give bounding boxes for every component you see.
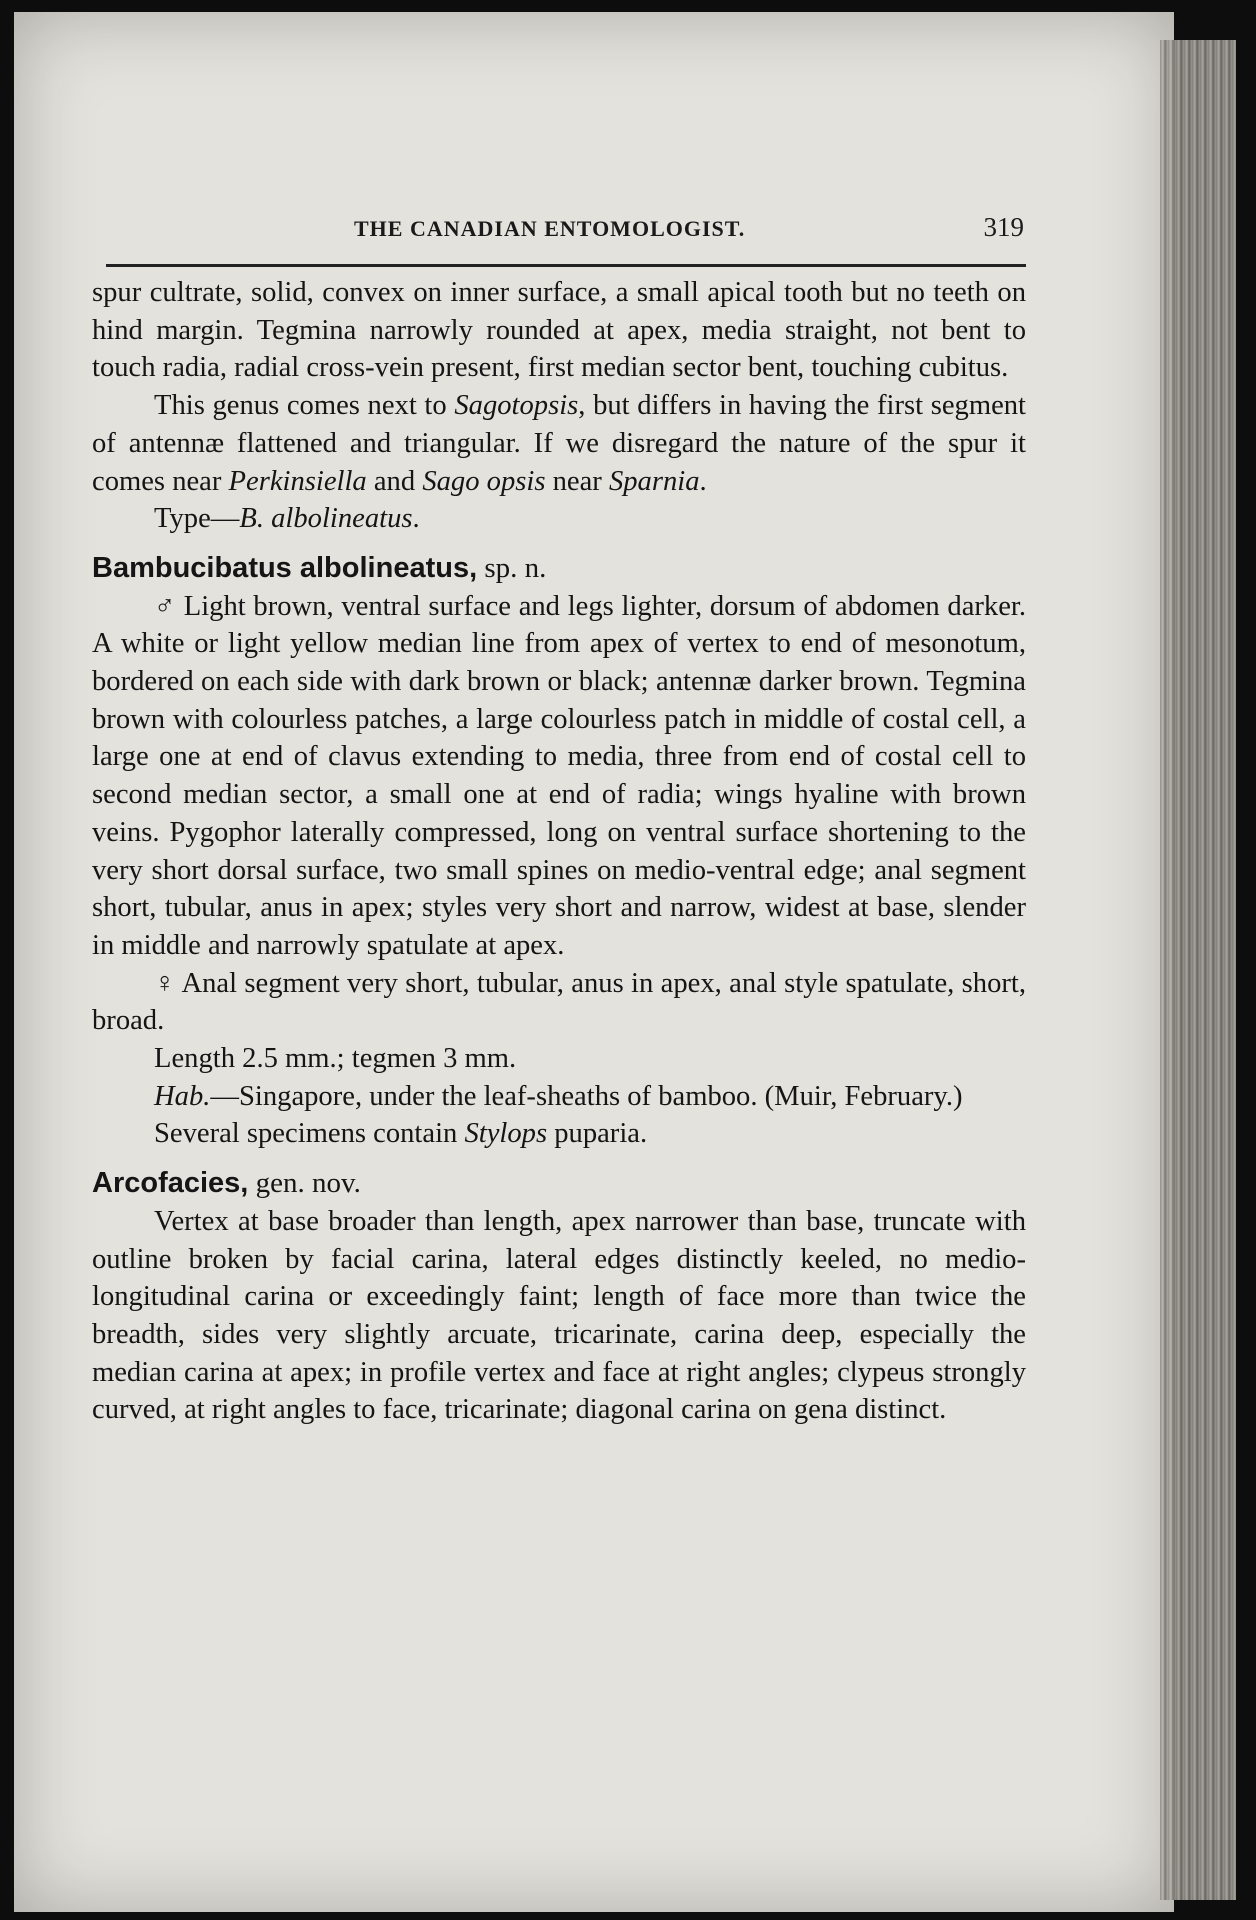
species-heading <box>92 550 1026 588</box>
male-description: ♂ Light brown, ventral surface and legs lighter, dorsum of abdomen darker. A white or light yellow median line from apex of vertex to end of mesonotum, bordered on each side with dark brown or black; antennæ darker brown. Tegmina brown with colourless patches, a large colourless patch in middle of costal cell, a large one at end of clavus extending to media, three from end of costal cell to second median sector, a small one at end of radia; wings hyaline with brown veins. Pygophor laterally compressed, long on ventral surface shortening to the very short dorsal surface, two small spines on medio-ventral edge; anal segment short, tubular, anus in apex; styles very short and narrow, widest at base, slender in middle and narrowly spatulate at apex. <box>92 590 1026 961</box>
type-species: B. albolineatus <box>239 503 413 535</box>
text-fragment: and <box>366 465 423 497</box>
book-page-edge <box>1160 40 1236 1900</box>
paragraph-spur: spur cultrate, solid, convex on inner surface, a small apical tooth but no teeth on hind margin. Tegmina narrowly rounded at apex, media straight, not bent to touch radia, radial cross-vein present, first median sector bent, touching cubitus. <box>92 277 1026 384</box>
running-title: THE CANADIAN ENTOMOLOGIST. <box>354 216 746 241</box>
species-name: Bambucibatus albolineatus, <box>92 551 478 584</box>
body-text <box>92 274 1026 1429</box>
page-number: 319 <box>983 212 1024 242</box>
text-fragment: This genus comes next to <box>154 390 455 422</box>
genus-heading <box>92 1165 1026 1203</box>
paragraph-genus-comparison <box>92 387 1026 500</box>
genus-description: Vertex at base broader than length, apex narrower than base, truncate with outline broken by facial carina, lateral edges distinctly keeled, no medio-longitudinal carina or exceedingly faint; length of face more than twice the breadth, sides very slightly arcuate, tricarinate, carina deep, especially the median carina at apex; in profile vertex and face at right angles; clypeus strongly curved, at right angles to face, tricarinate; diagonal carina on gena distinct. <box>92 1205 1026 1426</box>
genus-name: Sago opsis <box>422 465 546 497</box>
header-rule <box>106 264 1026 267</box>
stylops-line <box>92 1115 1026 1153</box>
page-header <box>104 212 1034 252</box>
type-label: Type— <box>154 503 240 535</box>
text-fragment: puparia. <box>547 1118 648 1150</box>
text-fragment: . <box>699 465 707 497</box>
type-line <box>92 500 1026 538</box>
species-suffix: sp. n. <box>477 551 547 584</box>
habitat-text: —Singapore, under the leaf-sheaths of bamboo. (Muir, February.) <box>210 1080 963 1112</box>
genus-name: Perkinsiella <box>228 465 367 497</box>
genus-name: Sparnia <box>608 465 700 497</box>
habitat-label: Hab. <box>154 1080 211 1112</box>
book-page <box>14 12 1174 1912</box>
genus-heading-name: Arcofacies, <box>92 1167 249 1200</box>
female-description: ♀ Anal segment very short, tubular, anus in apex, anal style spatulate, short, broad. <box>92 967 1026 1037</box>
length-line: Length 2.5 mm.; tegmen 3 mm. <box>154 1043 517 1075</box>
genus-name: Stylops <box>464 1118 548 1150</box>
habitat-line <box>92 1078 1026 1116</box>
genus-name: Sagotopsis <box>454 390 579 422</box>
text-fragment: . <box>412 503 420 535</box>
text-fragment: near <box>545 465 609 497</box>
genus-heading-suffix: gen. nov. <box>248 1167 361 1200</box>
text-fragment: Several specimens contain <box>154 1118 465 1150</box>
text-fragment: , but differs in having the first segment of antennæ flattened and triangular. If we disregard the nature of the spur it comes near <box>92 390 1026 497</box>
